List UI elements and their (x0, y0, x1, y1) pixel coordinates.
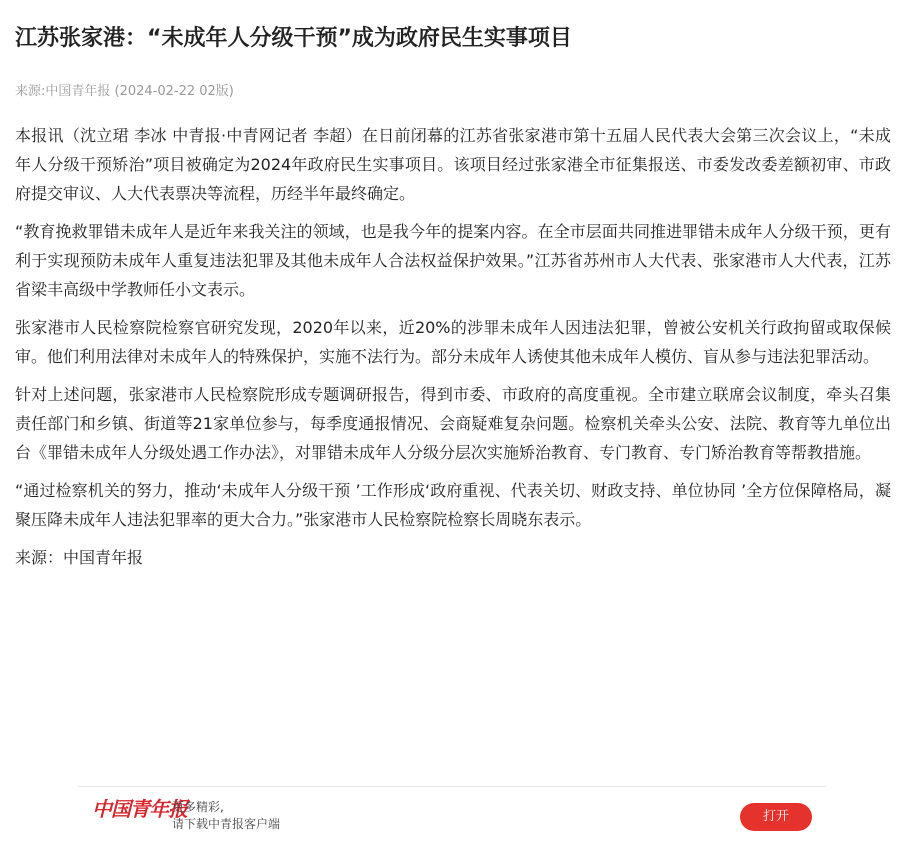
open-app-button[interactable]: 打开 (740, 803, 812, 831)
promo-line-2: 请下载中青报客户端 (172, 817, 281, 831)
cyol-logo: 中国青年报 (92, 797, 187, 821)
article-paragraph: 本报讯（沈立珺 李冰 中青报·中青网记者 李超）在日前闭幕的江苏省张家港市第十五届人民代表大会第三次会议上，“未成年人分级干预矫治”项目被确定为2024年政府民生实事项目。该项目经过张家港全市征集报送、市委发改委差额初审、市政府提交审议、人大代表票决等流程，历经半年最终确定。 (15, 126, 891, 203)
article-paragraph: 张家港市人民检察院检察官研究发现，2020年以来，近20%的涉罪未成年人因违法犯罪，曾被公安机关行政拘留或取保候审。他们利用法律对未成年人的特殊保护，实施不法行为。部分未成年人诱使其他未成年人模仿、盲从参与违法犯罪活动。 (15, 318, 891, 366)
article-source-meta: 来源:中国青年报 (2024-02-22 02版) (15, 84, 234, 99)
article-paragraph: 针对上述问题，张家港市人民检察院形成专题调研报告，得到市委、市政府的高度重视。全市建立联席会议制度，牵头召集责任部门和乡镇、街道等21家单位参与，每季度通报情况、会商疑难复杂问题。检察机关牵头公安、法院、教育等九单位出台《罪错未成年人分级处遇工作办法》，对罪错未成年人分级分层次实施矫治教育、专门教育、专门矫治教育等帮教措施。 (15, 385, 891, 462)
promo-line-1: 更多精彩, (172, 800, 224, 814)
article-title: 江苏张家港：“未成年人分级干预”成为政府民生实事项目 (15, 26, 572, 51)
app-promo-text (172, 799, 280, 833)
article-paragraph: “通过检察机关的努力，推动‘未成年人分级干预 ’工作形成‘政府重视、代表关切、财政支持、单位协同 ’全方位保障格局，凝聚压降未成年人违法犯罪率的更大合力。”张家港市人民检察院检察长周晓东表示。 (15, 481, 891, 529)
article-paragraph: “教育挽救罪错未成年人是近年来我关注的领域，也是我今年的提案内容。在全市层面共同推进罪错未成年人分级干预，更有利于实现预防未成年人重复违法犯罪及其他未成年人合法权益保护效果。”江苏省苏州市人大代表、张家港市人大代表，江苏省梁丰高级中学教师任小文表示。 (15, 222, 891, 299)
app-download-bar (78, 787, 826, 842)
article-body (15, 121, 891, 581)
article-source-line: 来源：中国青年报 (15, 548, 144, 567)
